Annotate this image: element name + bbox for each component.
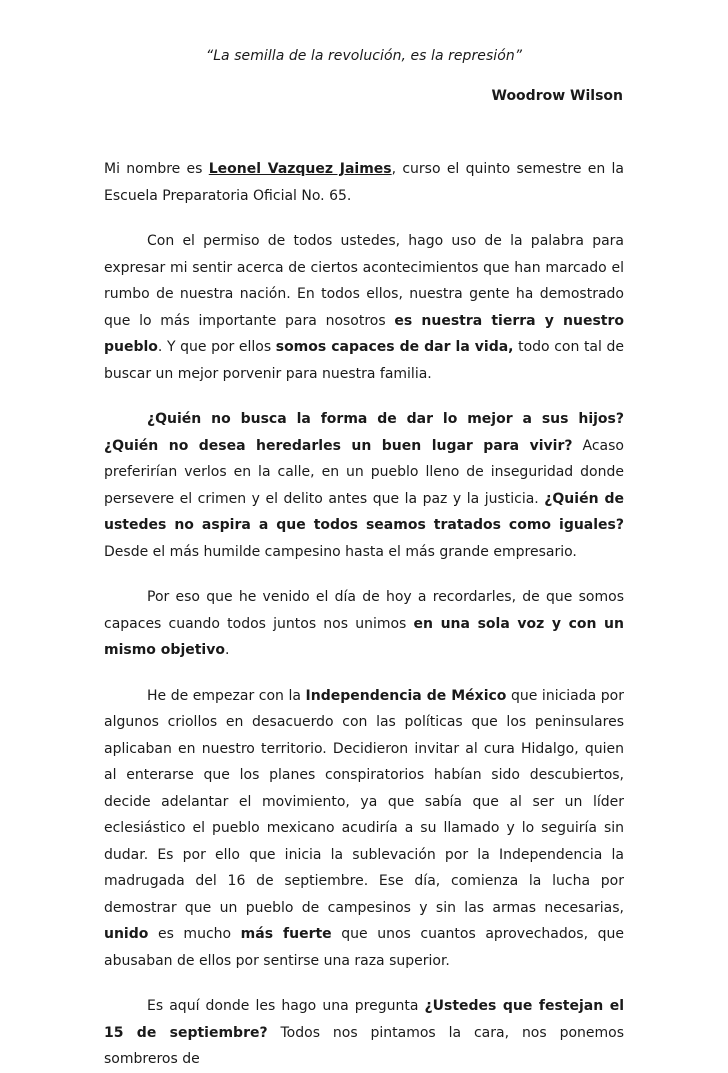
text-segment: que iniciada por algunos criollos en desacuerdo con las políticas que los peninsulares aplicaban en nuestro territorio. Decidieron invitar al cura Hidalgo, quien al enterarse que los planes conspiratorios habían sido descubiertos, decide adelantar el movimiento, ya que sabía que al ser un líder eclesiástico el pueblo mexicano acudiría a su llamado y lo seguiría sin dudar. Es por ello que inicia la sublevación por la Independencia la madrugada del 16 de septiembre. Ese día, comienza la lucha por demostrar que un pueblo de campesinos y sin las armas necesarias,: [104, 687, 624, 916]
text-segment: . Y que por ellos: [157, 339, 276, 355]
document-body: [104, 156, 624, 1073]
bold-segment: es nuestra tierra y nuestro pueblo: [104, 312, 624, 355]
bold-segment: más fuerte: [240, 926, 332, 942]
text-segment: Desde el más humilde campesino hasta el más grande empresario.: [104, 543, 577, 560]
bold-segment: ¿Ustedes que festejan el 15 de septiembre?: [104, 998, 624, 1041]
text-segment: Por eso que he venido el día de hoy a recordarles, de que somos capaces cuando todos juntos nos unimos: [104, 589, 624, 632]
text-segment: que unos cuantos aprovechados, que abusaban de ellos por sentirse una raza superior.: [104, 926, 624, 969]
text-segment: Es aquí donde les hago una pregunta: [147, 998, 425, 1014]
text-segment: Mi nombre es: [104, 161, 209, 177]
bold-segment: ¿Quién de ustedes no aspira a que todos seamos tratados como iguales?: [104, 490, 624, 533]
paragraph-5: [104, 683, 624, 975]
paragraph-2: [104, 228, 624, 387]
text-segment: He de empezar con la: [147, 687, 306, 704]
bold-segment: en una sola voz y con un mismo objetivo: [104, 615, 624, 658]
text-segment: .: [224, 642, 230, 658]
epigraph-quote: “La semilla de la revolución, es la represión”: [205, 48, 523, 64]
paragraph-6: [104, 993, 624, 1073]
epigraph-author: Woodrow Wilson: [491, 88, 623, 104]
text-segment: Todos nos pintamos la cara, nos ponemos sombreros de: [104, 1024, 625, 1067]
text-segment: Acaso preferirían verlos en la calle, en un pueblo lleno de inseguridad donde persevere el crimen y el delito antes que la paz y la justicia.: [104, 437, 624, 507]
bold-segment: ¿Quién no busca la forma de dar lo mejor a sus hijos? ¿Quién no desea heredarles un buen lugar para vivir?: [104, 411, 624, 454]
paragraph-3: [104, 406, 624, 565]
text-segment: es mucho: [148, 926, 241, 942]
speaker-name: Leonel Vazquez Jaimes: [208, 161, 392, 177]
bold-segment: unido: [104, 926, 149, 942]
text-segment: Con el permiso de todos ustedes, hago uso de la palabra para expresar mi sentir acerca de ciertos acontecimientos que han marcado el rumbo de nuestra nación. En todos ellos, nuestra gente ha demostrado que lo más importante para nosotros: [104, 233, 624, 329]
paragraph-4: [104, 584, 624, 664]
bold-segment: somos capaces de dar la vida,: [275, 339, 514, 355]
bold-segment: Independencia de México: [305, 687, 507, 704]
text-segment: todo con tal de buscar un mejor porvenir para nuestra familia.: [104, 339, 624, 382]
paragraph-intro: [104, 156, 624, 209]
text-segment: , curso el quinto semestre en la Escuela Preparatoria Oficial No. 65.: [104, 161, 624, 204]
